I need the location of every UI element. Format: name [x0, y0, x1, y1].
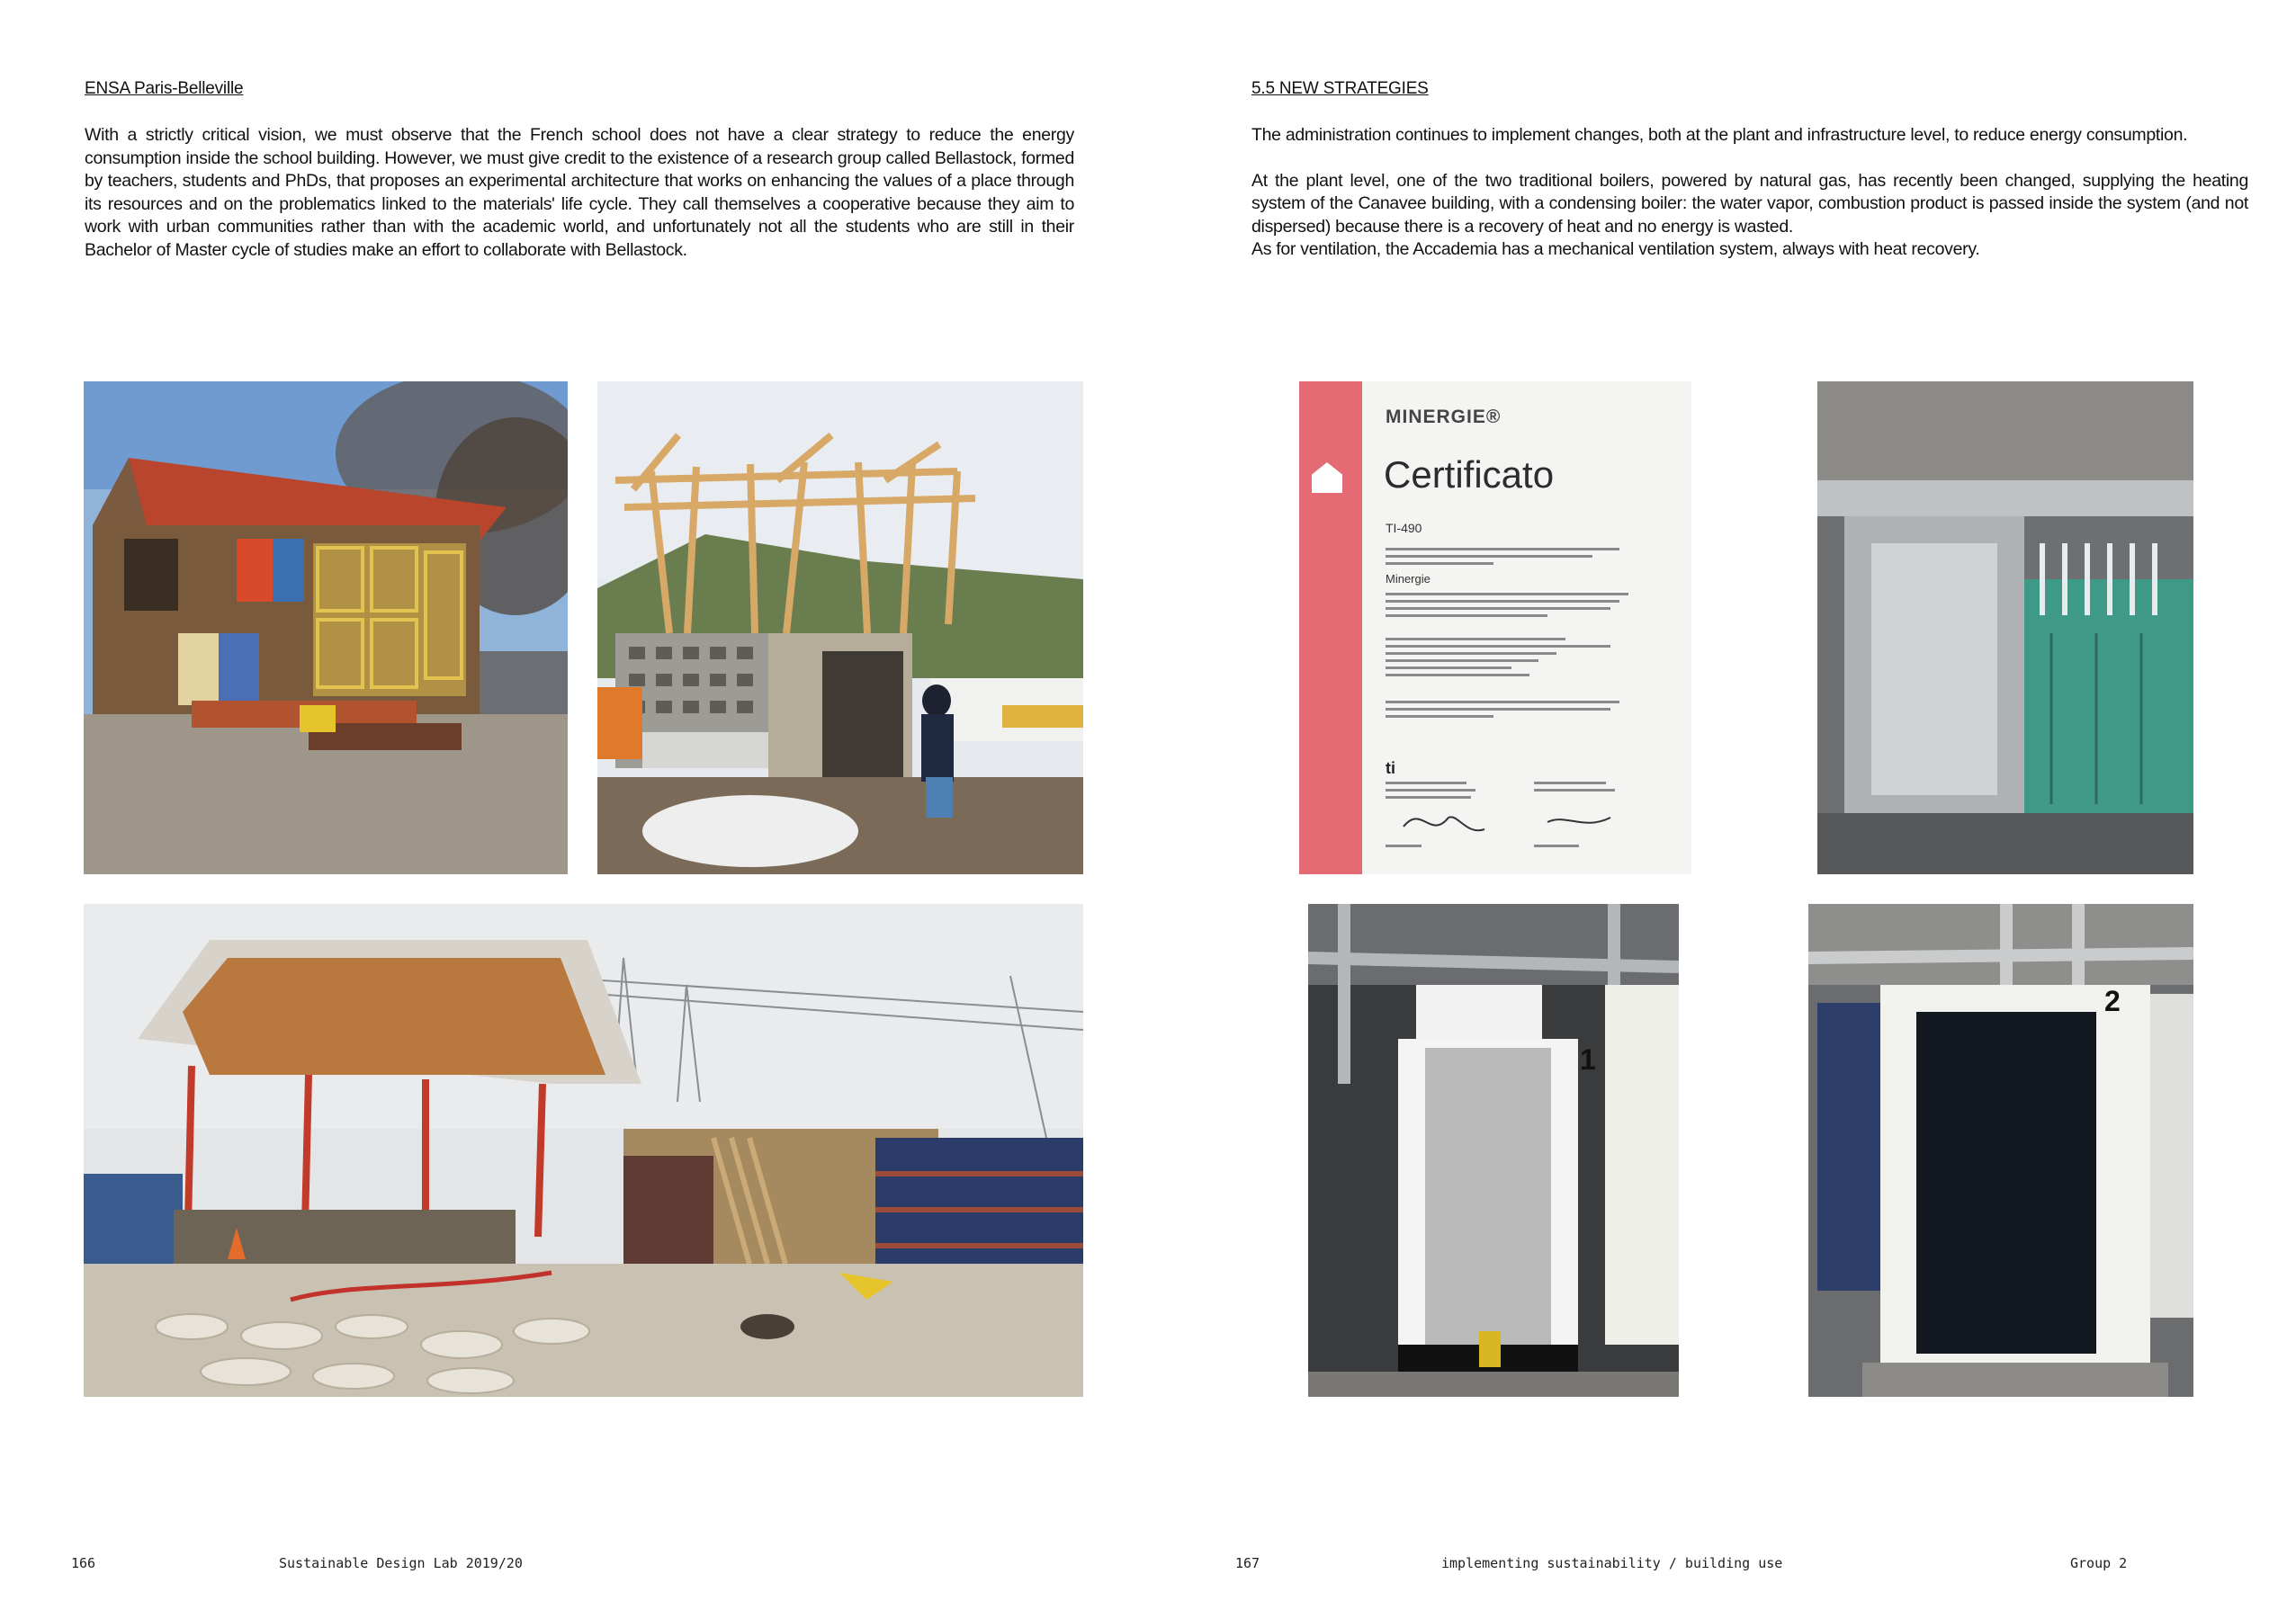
minergie-certificate	[1299, 381, 1691, 874]
certificate-code: TI-490	[1386, 521, 1422, 535]
boiler-label: 2	[2104, 985, 2121, 1017]
body-paragraph: The administration continues to implement changes, both at the plant and infrastructure level, to reduce energy consumption.	[1251, 125, 2188, 145]
timber-structure-photo	[597, 381, 1083, 874]
section-heading: ENSA Paris-Belleville	[85, 79, 244, 98]
page-number: 167	[1235, 1555, 1260, 1571]
bellastock-site-photo	[84, 904, 1083, 1397]
certificate-title: Certificato	[1384, 453, 1555, 496]
boiler-label: 1	[1580, 1043, 1596, 1076]
certificate-stripe	[1299, 381, 1362, 874]
boiler-1-photo	[1308, 904, 1679, 1397]
house-plug-icon	[1312, 462, 1342, 493]
body-paragraph: At the plant level, one of the two traditional boilers, powered by natural gas, has recently been changed, supplying the heating system of the Canavee building, with a condensing boiler: the water vapor, combustion product is passed inside the system (and not dispersed) because there is a recovery of heat and no energy is wasted.	[1251, 170, 2248, 237]
certificate-fine-print	[1386, 543, 1673, 858]
body-text	[1251, 124, 2248, 262]
section-heading: 5.5 NEW STRATEGIES	[1251, 79, 1429, 98]
ventilation-unit-photo	[1817, 381, 2193, 874]
footer-group: Group 2	[2070, 1555, 2128, 1571]
right-page	[1148, 0, 2296, 1610]
certificate-brand: MINERGIE®	[1386, 407, 1502, 427]
ticino-logo: ti	[1386, 759, 1395, 777]
body-paragraph: As for ventilation, the Accademia has a mechanical ventilation system, always with heat recovery.	[1251, 239, 1980, 259]
page-number: 166	[71, 1555, 96, 1571]
boiler-2-photo	[1808, 904, 2193, 1397]
body-text	[85, 124, 1074, 262]
footer-title: implementing sustainability / building use	[1441, 1555, 1783, 1571]
house-photo	[84, 381, 568, 874]
certificate-subtitle: Minergie	[1386, 572, 1431, 586]
body-paragraph: With a strictly critical vision, we must observe that the French school does not have a clear strategy to reduce the energy consumption inside the school building. However, we must give credit to the existence of a research group called Bellastock, formed by teachers, students and PhDs, that proposes an experimental architecture that works on enhancing the values of a place through its resources and on the problematics linked to the materials' life cycle. They call themselves a cooperative because they aim to work with urban communities rather than with the academic world, and unfortunately not all the students who are still in their Bachelor of Master cycle of studies make an effort to collaborate with Bellastock.	[85, 125, 1074, 260]
footer-title: Sustainable Design Lab 2019/20	[279, 1555, 523, 1571]
